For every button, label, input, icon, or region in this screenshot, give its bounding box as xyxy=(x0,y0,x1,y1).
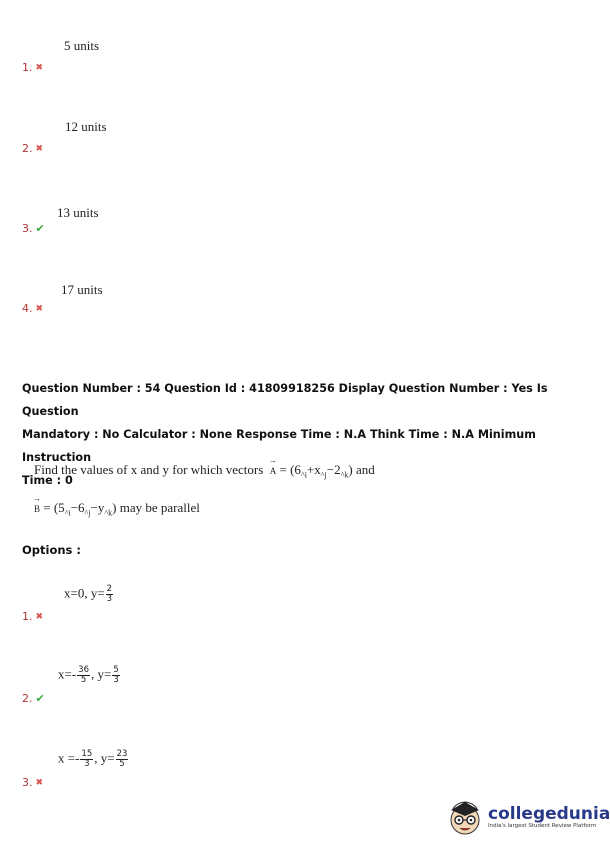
option-number: 1. xyxy=(22,61,33,74)
question-text-line-2 xyxy=(34,500,200,518)
unit-k: k xyxy=(108,508,113,518)
vector-a-expr: = (6 xyxy=(279,462,301,477)
fraction xyxy=(77,666,90,685)
cross-icon: ✖ xyxy=(35,62,44,73)
hat-symbol: ^ xyxy=(300,470,305,480)
logo-tagline: India's largest Student Review Platform xyxy=(488,823,597,829)
cross-icon: ✖ xyxy=(35,777,44,788)
logo-name: collegedunia xyxy=(488,804,610,824)
option-3-label xyxy=(22,222,45,235)
check-icon: ✔ xyxy=(35,222,45,235)
fraction xyxy=(80,750,93,769)
option-mid: , y= xyxy=(94,750,115,766)
hat-symbol: ^ xyxy=(320,470,325,480)
option-2-text: 12 units xyxy=(65,119,107,134)
option-lhs: x=0, y= xyxy=(64,585,105,601)
vector-b-minus-1: −6 xyxy=(70,500,85,515)
fraction-denominator: 3 xyxy=(84,759,90,769)
question-option-1-text xyxy=(64,585,114,604)
option-number: 3. xyxy=(22,222,33,235)
collegedunia-logo xyxy=(446,796,610,838)
cross-icon: ✖ xyxy=(35,303,44,314)
question-option-3-label xyxy=(22,776,43,789)
option-mid: , y= xyxy=(91,666,112,682)
question-option-2-text xyxy=(58,666,121,685)
fraction-numerator: 5 xyxy=(113,665,119,675)
vector-a-symbol: → A xyxy=(270,466,277,476)
option-1-label xyxy=(22,61,43,74)
options-label: Options : xyxy=(22,543,81,557)
option-lhs: x=- xyxy=(58,666,77,682)
question-meta-line: Question Number : 54 Question Id : 41809918256 Display Question Number : Yes Is Question xyxy=(22,382,548,418)
unit-j: j xyxy=(88,508,91,518)
vector-a-close: ) and xyxy=(348,462,375,477)
option-1-text: 5 units xyxy=(64,38,100,53)
fraction-numerator: 2 xyxy=(106,584,113,594)
fraction-denominator: 5 xyxy=(119,759,125,769)
vector-a-minus: −2 xyxy=(326,462,341,477)
hat-symbol: ^ xyxy=(84,508,89,518)
option-3-text: 13 units xyxy=(57,205,99,220)
fraction xyxy=(116,750,129,769)
fraction-numerator: 36 xyxy=(78,665,89,675)
unit-i: i xyxy=(304,470,307,480)
question-meta-line: Mandatory : No Calculator : None Response Time : N.A Think Time : N.A Minimum Instruction xyxy=(22,428,536,464)
question-text-line-1 xyxy=(34,462,375,480)
fraction xyxy=(106,585,113,604)
vector-a-plus: +x xyxy=(306,462,321,477)
question-text: Find the values of x and y for which vectors xyxy=(34,462,264,477)
unit-k: k xyxy=(344,470,349,480)
cross-icon: ✖ xyxy=(35,611,44,622)
check-icon: ✔ xyxy=(35,692,45,705)
fraction-denominator: 3 xyxy=(113,675,119,685)
option-number: 2. xyxy=(22,142,33,155)
fraction-numerator: 15 xyxy=(81,749,93,759)
question-option-1-label xyxy=(22,610,43,623)
hat-symbol: ^ xyxy=(104,508,109,518)
vector-b-minus-2: −y xyxy=(90,500,105,515)
cross-icon: ✖ xyxy=(35,143,44,154)
question-meta-line: Time : 0 xyxy=(22,474,73,487)
unit-i: i xyxy=(68,508,71,518)
vector-b-close: ) may be parallel xyxy=(112,500,200,515)
vector-b-expr: = (5 xyxy=(43,500,65,515)
fraction xyxy=(112,666,119,685)
option-number: 4. xyxy=(22,302,33,315)
option-2-label xyxy=(22,142,43,155)
fraction-denominator: 3 xyxy=(106,594,113,604)
hat-symbol: ^ xyxy=(340,470,345,480)
option-number: 1. xyxy=(22,610,33,623)
question-option-3-text xyxy=(58,750,129,769)
fraction-numerator: 23 xyxy=(116,749,128,759)
option-4-text: 17 units xyxy=(61,282,103,297)
option-number: 3. xyxy=(22,776,33,789)
mascot-icon xyxy=(446,796,484,838)
option-number: 2. xyxy=(22,692,33,705)
hat-symbol: ^ xyxy=(64,508,69,518)
question-option-2-label xyxy=(22,692,45,705)
option-4-label xyxy=(22,302,43,315)
option-lhs: x =- xyxy=(58,750,80,766)
vector-b-symbol: → B xyxy=(34,504,40,514)
unit-j: j xyxy=(324,470,327,480)
fraction-denominator: 5 xyxy=(80,675,87,685)
